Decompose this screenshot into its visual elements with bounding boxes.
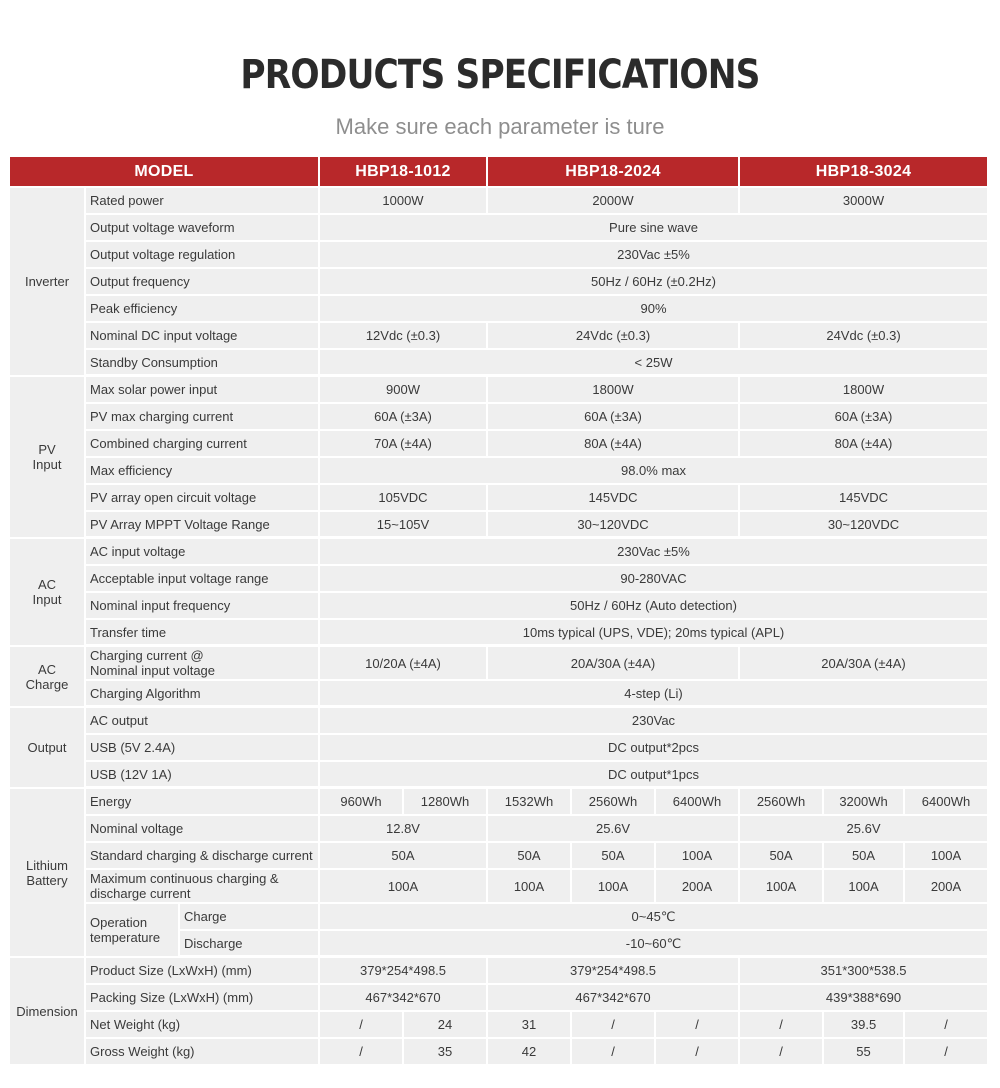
cell-value: 467*342*670: [488, 985, 740, 1012]
cell-value: 379*254*498.5: [320, 958, 488, 985]
group-ac-charge: [10, 647, 86, 708]
group-lithium-battery: [10, 789, 86, 958]
cell-value: 3000W: [740, 188, 989, 215]
param-label: AC output: [86, 708, 320, 735]
cell-value: 100A: [320, 870, 488, 904]
sub-label: Charge: [180, 904, 320, 931]
cell-value: 960Wh: [320, 789, 404, 816]
cell-value: Pure sine wave: [320, 215, 989, 242]
cell-value: /: [320, 1039, 404, 1066]
cell-value: 100A: [905, 843, 989, 870]
table-row: [10, 904, 989, 931]
group-label: PV Input: [32, 442, 62, 472]
page-subtitle: Make sure each parameter is ture: [335, 114, 665, 139]
group-dimension: Dimension: [10, 958, 86, 1066]
cell-value: 467*342*670: [320, 985, 488, 1012]
param-label: Net Weight (kg): [86, 1012, 320, 1039]
table-row: [10, 188, 989, 215]
cell-value: 31: [488, 1012, 572, 1039]
table-row: [10, 512, 989, 539]
param-label-text: Charging current @ Nominal input voltage: [90, 648, 216, 678]
cell-value: 230Vac: [320, 708, 989, 735]
param-label: Rated power: [86, 188, 320, 215]
cell-value: 50A: [824, 843, 905, 870]
param-label-text: Operation temperature: [90, 915, 161, 945]
cell-value: 60A (±3A): [488, 404, 740, 431]
cell-value: 12.8V: [320, 816, 488, 843]
param-label: PV array open circuit voltage: [86, 485, 320, 512]
cell-value: 6400Wh: [905, 789, 989, 816]
cell-value: 200A: [656, 870, 740, 904]
cell-value: 35: [404, 1039, 488, 1066]
param-label: PV max charging current: [86, 404, 320, 431]
cell-value: 230Vac ±5%: [320, 539, 989, 566]
param-label: Peak efficiency: [86, 296, 320, 323]
table-row: [10, 985, 989, 1012]
table-row: [10, 843, 989, 870]
cell-value: 42: [488, 1039, 572, 1066]
cell-value: 1532Wh: [488, 789, 572, 816]
table-row: [10, 762, 989, 789]
table-row: [10, 870, 989, 904]
param-label: Combined charging current: [86, 431, 320, 458]
cell-value: 98.0% max: [320, 458, 989, 485]
cell-value: 24Vdc (±0.3): [740, 323, 989, 350]
table-row: [10, 593, 989, 620]
param-label: Nominal DC input voltage: [86, 323, 320, 350]
cell-value: 379*254*498.5: [488, 958, 740, 985]
cell-value: 24Vdc (±0.3): [488, 323, 740, 350]
cell-value: 90-280VAC: [320, 566, 989, 593]
param-label: [86, 870, 320, 904]
group-pv-input: [10, 377, 86, 539]
table-row: [10, 458, 989, 485]
table-row: [10, 485, 989, 512]
table-row: [10, 350, 989, 377]
cell-value: /: [905, 1012, 989, 1039]
param-label: USB (5V 2.4A): [86, 735, 320, 762]
table-row: [10, 708, 989, 735]
param-label: Packing Size (LxWxH) (mm): [86, 985, 320, 1012]
cell-value: 0~45℃: [320, 904, 989, 931]
cell-value: 230Vac ±5%: [320, 242, 989, 269]
cell-value: < 25W: [320, 350, 989, 377]
cell-value: 1800W: [740, 377, 989, 404]
param-label: AC input voltage: [86, 539, 320, 566]
cell-value: /: [905, 1039, 989, 1066]
cell-value: 900W: [320, 377, 488, 404]
cell-value: /: [740, 1012, 824, 1039]
cell-value: 4-step (Li): [320, 681, 989, 708]
table-row: [10, 735, 989, 762]
cell-value: 20A/30A (±4A): [740, 647, 989, 681]
table-row: [10, 789, 989, 816]
cell-value: /: [656, 1039, 740, 1066]
table-row: [10, 1039, 989, 1066]
header-model-3: HBP18-3024: [740, 157, 989, 188]
header-model-2: HBP18-2024: [488, 157, 740, 188]
table-row: [10, 958, 989, 985]
cell-value: 50A: [320, 843, 488, 870]
cell-value: 25.6V: [488, 816, 740, 843]
cell-value: 50A: [488, 843, 572, 870]
cell-value: 10ms typical (UPS, VDE); 20ms typical (APL): [320, 620, 989, 647]
cell-value: 80A (±4A): [488, 431, 740, 458]
cell-value: 50Hz / 60Hz (Auto detection): [320, 593, 989, 620]
table-row: [10, 566, 989, 593]
cell-value: 2000W: [488, 188, 740, 215]
cell-value: 3200Wh: [824, 789, 905, 816]
table-row: [10, 215, 989, 242]
cell-value: 100A: [656, 843, 740, 870]
param-label: Output frequency: [86, 269, 320, 296]
cell-value: 2560Wh: [740, 789, 824, 816]
cell-value: 55: [824, 1039, 905, 1066]
cell-value: 10/20A (±4A): [320, 647, 488, 681]
table-row: [10, 431, 989, 458]
header-row: [10, 157, 989, 188]
cell-value: 12Vdc (±0.3): [320, 323, 488, 350]
page-title: PRODUCTS SPECIFICATIONS: [240, 52, 760, 98]
cell-value: 30~120VDC: [740, 512, 989, 539]
param-label: PV Array MPPT Voltage Range: [86, 512, 320, 539]
cell-value: DC output*1pcs: [320, 762, 989, 789]
cell-value: 439*388*690: [740, 985, 989, 1012]
cell-value: 105VDC: [320, 485, 488, 512]
cell-value: 60A (±3A): [320, 404, 488, 431]
param-label-text: Maximum continuous charging & discharge current: [90, 871, 279, 901]
group-ac-input: [10, 539, 86, 647]
sub-label: Discharge: [180, 931, 320, 958]
group-output: Output: [10, 708, 86, 789]
table-row: [10, 620, 989, 647]
param-label: Transfer time: [86, 620, 320, 647]
cell-value: -10~60℃: [320, 931, 989, 958]
table-row: [10, 647, 989, 681]
table-row: [10, 296, 989, 323]
param-label: [86, 647, 320, 681]
table-row: [10, 816, 989, 843]
group-label: AC Input: [32, 577, 62, 607]
table-row: [10, 681, 989, 708]
cell-value: 50A: [572, 843, 656, 870]
cell-value: 24: [404, 1012, 488, 1039]
table-row: [10, 242, 989, 269]
cell-value: 80A (±4A): [740, 431, 989, 458]
cell-value: 25.6V: [740, 816, 989, 843]
table-row: [10, 323, 989, 350]
param-label: Output voltage waveform: [86, 215, 320, 242]
param-label: Acceptable input voltage range: [86, 566, 320, 593]
cell-value: 20A/30A (±4A): [488, 647, 740, 681]
group-label: AC Charge: [25, 661, 69, 692]
param-label: USB (12V 1A): [86, 762, 320, 789]
param-label: Standby Consumption: [86, 350, 320, 377]
cell-value: 2560Wh: [572, 789, 656, 816]
header-model: MODEL: [10, 157, 320, 188]
cell-value: /: [572, 1039, 656, 1066]
param-label: [86, 904, 180, 958]
param-label: Output voltage regulation: [86, 242, 320, 269]
cell-value: 6400Wh: [656, 789, 740, 816]
cell-value: 100A: [740, 870, 824, 904]
cell-value: 60A (±3A): [740, 404, 989, 431]
cell-value: 100A: [572, 870, 656, 904]
spec-table: [10, 157, 989, 1066]
cell-value: 145VDC: [740, 485, 989, 512]
group-inverter: Inverter: [10, 188, 86, 377]
cell-value: 1280Wh: [404, 789, 488, 816]
cell-value: 50A: [740, 843, 824, 870]
cell-value: DC output*2pcs: [320, 735, 989, 762]
table-row: [10, 1012, 989, 1039]
param-label: Nominal input frequency: [86, 593, 320, 620]
param-label: Gross Weight (kg): [86, 1039, 320, 1066]
cell-value: 30~120VDC: [488, 512, 740, 539]
cell-value: 39.5: [824, 1012, 905, 1039]
cell-value: /: [572, 1012, 656, 1039]
table-row: [10, 539, 989, 566]
cell-value: 100A: [488, 870, 572, 904]
group-label: Lithium Battery: [26, 857, 68, 888]
cell-value: 70A (±4A): [320, 431, 488, 458]
cell-value: 351*300*538.5: [740, 958, 989, 985]
param-label: Energy: [86, 789, 320, 816]
cell-value: /: [320, 1012, 404, 1039]
table-row: [10, 404, 989, 431]
cell-value: /: [656, 1012, 740, 1039]
table-row: [10, 269, 989, 296]
param-label: Standard charging & discharge current: [86, 843, 320, 870]
param-label: Product Size (LxWxH) (mm): [86, 958, 320, 985]
param-label: Max solar power input: [86, 377, 320, 404]
cell-value: 200A: [905, 870, 989, 904]
cell-value: 145VDC: [488, 485, 740, 512]
cell-value: 50Hz / 60Hz (±0.2Hz): [320, 269, 989, 296]
table-row: [10, 377, 989, 404]
cell-value: 100A: [824, 870, 905, 904]
param-label: Max efficiency: [86, 458, 320, 485]
cell-value: 1800W: [488, 377, 740, 404]
param-label: Nominal voltage: [86, 816, 320, 843]
param-label: Charging Algorithm: [86, 681, 320, 708]
cell-value: 1000W: [320, 188, 488, 215]
cell-value: 90%: [320, 296, 989, 323]
cell-value: /: [740, 1039, 824, 1066]
header-model-1: HBP18-1012: [320, 157, 488, 188]
cell-value: 15~105V: [320, 512, 488, 539]
